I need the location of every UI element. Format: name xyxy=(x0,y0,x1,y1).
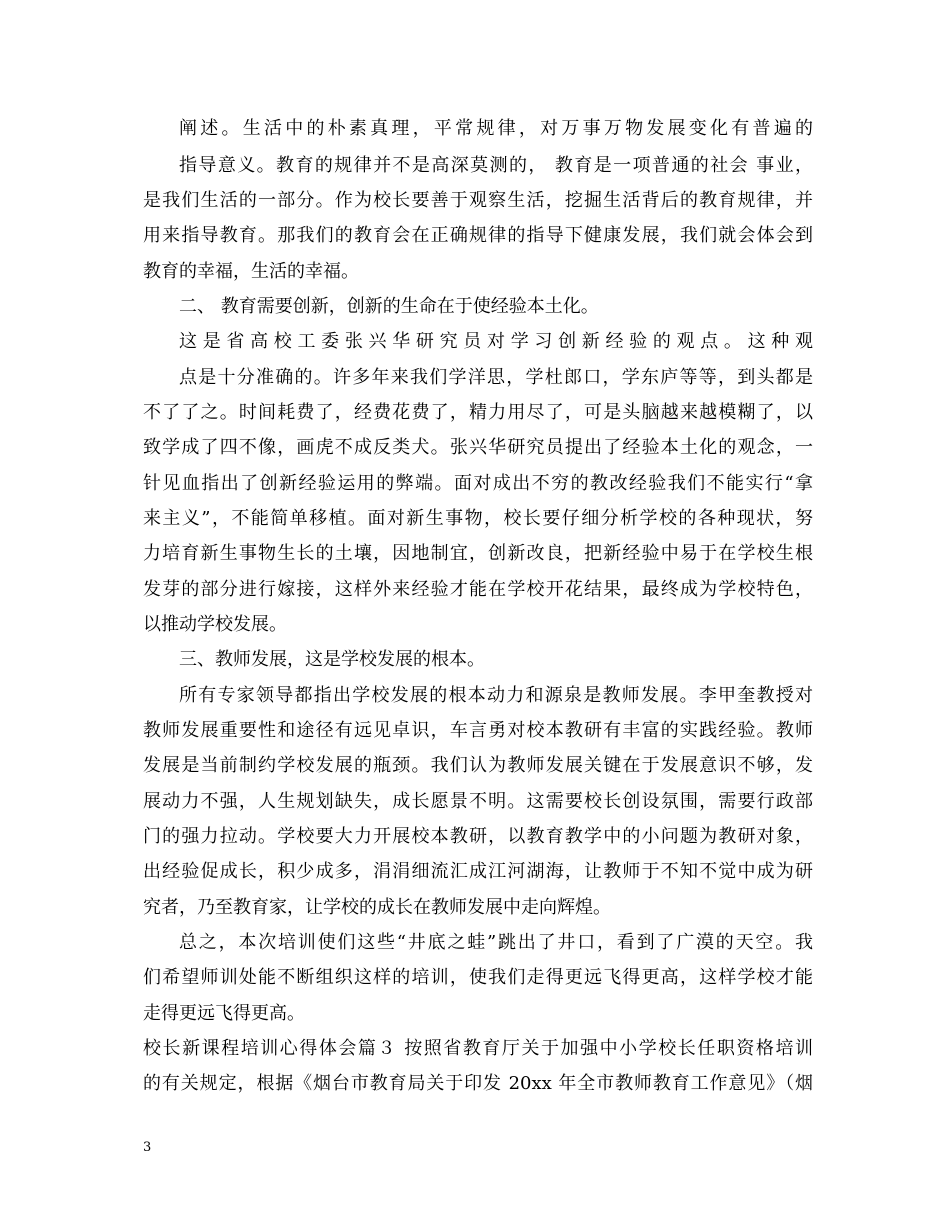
text-line: 致学成了四不像，画虎不成反类犬。张兴华研究员提出了经验本土化的观念，一 xyxy=(143,437,813,458)
text-line: 教师发展重要性和途径有远见卓识，车言勇对校本教研有丰富的实践经验。教师 xyxy=(143,720,813,741)
text-line: 所有专家领导都指出学校发展的根本动力和源泉是教师发展。李甲奎教授对 xyxy=(179,685,813,706)
text-line: 来主义”，不能简单移植。面对新生事物，校长要仔细分析学校的各种现状，努 xyxy=(143,508,813,529)
text-line: 力培育新生事物生长的土壤，因地制宜，创新改良，把新经验中易于在学校生根 xyxy=(143,543,813,564)
text-line: 出经验促成长，积少成多，涓涓细流汇成江河湖海，让教师于不知不觉中成为研 xyxy=(143,861,813,882)
text-line: 这是省高校工委张兴华研究员对学习创新经验的观点。这种观 xyxy=(179,331,813,352)
text-line: 用来指导教育。那我们的教育会在正确规律的指导下健康发展，我们就会体会到 xyxy=(143,225,813,246)
text-line: 点是十分准确的。许多年来我们学洋思，学杜郎口，学东庐等等，到头都是 xyxy=(179,367,813,388)
text-line: 发芽的部分进行嫁接，这样外来经验才能在学校开花结果，最终成为学校特色， xyxy=(143,579,813,600)
text-line: 展动力不强，人生规划缺失，成长愿景不明。这需要校长创设氛围，需要行政部 xyxy=(143,791,813,812)
text-line: 是我们生活的一部分。作为校长要善于观察生活，挖掘生活背后的教育规律，并 xyxy=(143,190,813,211)
text-line: 门的强力拉动。学校要大力开展校本教研，以教育教学中的小问题为教研对象， xyxy=(143,826,813,847)
page-number: 3 xyxy=(143,1140,152,1155)
text-line: 们希望师训处能不断组织这样的培训，使我们走得更远飞得更高，这样学校才能 xyxy=(143,967,813,988)
text-line: 校长新课程培训心得体会篇３ 按照省教育厅关于加强中小学校长任职资格培训 xyxy=(143,1038,813,1059)
text-line: 发展是当前制约学校发展的瓶颈。我们认为教师发展关键在于发展意识不够，发 xyxy=(143,755,813,776)
section-heading: 二、 教育需要创新，创新的生命在于使经验本土化。 xyxy=(179,296,599,317)
text-line: 总之，本次培训使们这些“井底之蛙”跳出了井口，看到了广漠的天空。我 xyxy=(179,932,813,953)
text-line: 教育的幸福，生活的幸福。 xyxy=(143,261,359,282)
section-heading: 三、教师发展，这是学校发展的根本。 xyxy=(179,649,485,670)
text-line: 的有关规定，根据《烟台市教育局关于印发 20xx 年全市教师教育工作意见》（烟 xyxy=(143,1073,813,1094)
text-line: 究者，乃至教育家，让学校的成长在教师发展中走向辉煌。 xyxy=(143,897,611,918)
text-line: 指导意义。教育的规律并不是高深莫测的， 教育是一项普通的社会 事业， xyxy=(179,155,813,176)
text-line: 不了了之。时间耗费了，经费花费了，精力用尽了，可是头脑越来越模糊了，以 xyxy=(143,402,813,423)
text-line: 针见血指出了创新经验运用的弊端。面对成出不穷的教改经验我们不能实行“拿 xyxy=(143,473,813,494)
text-line: 以推动学校发展。 xyxy=(143,614,287,635)
text-line: 走得更远飞得更高。 xyxy=(143,1003,305,1024)
text-line: 阐述。生活中的朴素真理，平常规律，对万事万物发展变化有普遍的 xyxy=(179,118,813,139)
